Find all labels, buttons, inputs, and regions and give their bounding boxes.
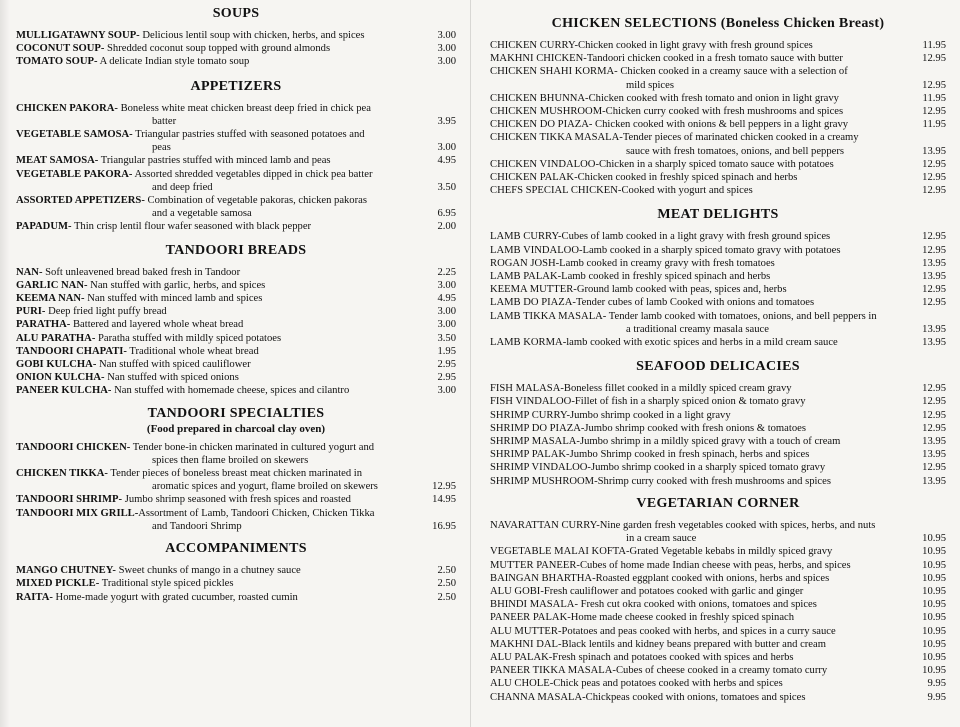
item-price: 10.95 [922,585,946,597]
menu-item-mutter-paneer [490,559,946,572]
menu-item-chicken-bhunna [490,92,946,105]
menu-item-alu-paratha [16,332,456,345]
item-name: CHICKEN TIKKA MASALA- [490,132,623,144]
item-name: MUTTER PANEER- [490,559,580,571]
item-price: 3.00 [437,142,456,154]
item-name: PANEER TIKKA MASALA- [490,665,616,677]
item-name: FISH MALASA- [490,383,564,395]
item-name: MIXED PICKLE- [16,578,100,590]
item-description: Home-made yogurt with grated cucumber, roasted cumin [52,591,298,603]
menu-item-coconut-soup [16,42,456,55]
item-price: 12.95 [922,383,946,395]
item-description: Chicken curry cooked with fresh mushrooms and spices [605,106,844,118]
section-title-chicken: CHICKEN SELECTIONS (Boneless Chicken Breast) [551,16,885,31]
menu-item-tomato-soup [16,55,456,68]
menu-item-rogan-josh [490,257,946,270]
item-price: 2.95 [437,372,456,384]
item-description: Grated Vegetable kebabs in mildly spiced gravy [629,546,833,558]
item-price: 11.95 [922,92,946,104]
item-description: Combination of vegetable pakoras, chicken pakoras [144,195,367,207]
item-price: 2.50 [437,591,456,603]
item-description: Fresh spinach and potatoes cooked with spices and herbs [552,651,794,663]
item-description: Paratha stuffed with mildly spiced potatoes [95,332,282,344]
item-price: 9.95 [927,678,946,690]
item-description: Cubes of lamb cooked in a light gravy with fresh ground spices [561,231,831,243]
item-name: SHRIMP CURRY- [490,409,570,421]
menu-item-papadum [16,220,456,233]
item-name: CHEFS SPECIAL CHICKEN- [490,185,622,197]
menu-item-paneer-kulcha [16,384,456,397]
item-price: 12.95 [922,53,946,65]
menu-item-tandoori-chicken [16,441,456,467]
item-price: 3.00 [437,56,456,68]
item-name: FISH VINDALOO- [490,396,575,408]
menu-item-alu-chole [490,677,946,690]
menu-item-lamb-do-piaza [490,296,946,309]
item-price: 10.95 [922,572,946,584]
item-name: ASSORTED APPETIZERS- [16,195,145,207]
menu-item-lamb-curry [490,230,946,243]
item-description-continued: peas [152,142,171,154]
item-name: CHICKEN SHAHI KORMA- [490,66,618,78]
item-name: CHICKEN CURRY- [490,40,578,51]
item-price: 10.95 [922,612,946,624]
menu-item-onion-kulcha [16,371,456,384]
item-description: Chicken cooked in light gravy with fresh ground spices [578,40,813,51]
item-price: 12.95 [922,284,946,296]
menu-item-chicken-mushroom [490,105,946,118]
item-price: 3.50 [437,181,456,193]
item-description: Delicious lentil soup with chicken, herbs, and spices [139,30,365,41]
item-description: Tender lamb cooked with tomatoes, onions, and bell peppers in [606,310,877,322]
item-price: 1.95 [437,345,456,357]
menu-item-vegetable-samosa [16,128,456,154]
menu-item-nan [16,266,456,279]
menu-item-chicken-shahi-korma [490,65,946,91]
menu-item-alu-mutter [490,625,946,638]
item-name: LAMB CURRY- [490,231,562,243]
item-price: 10.95 [922,559,946,571]
item-price: 4.95 [437,155,456,167]
item-price: 12.95 [922,297,946,309]
item-price: 3.00 [437,43,456,55]
item-description: Nan stuffed with spiced cauliflower [96,359,251,371]
item-name: CHICKEN TIKKA- [16,468,108,480]
menu-item-chicken-tikka-masala [490,131,946,157]
item-description: Boneless white meat chicken breast deep fried in chick pea [117,102,371,114]
item-description: Nan stuffed with spiced onions [104,372,239,384]
item-description: Assorted shredded vegetables dipped in chick pea batter [132,168,373,180]
item-description: Jumbo Shrimp cooked in fresh spinach, herbs and spices [569,449,810,461]
menu-item-channa-masala [490,691,946,704]
item-name: MAKHNI CHICKEN- [490,53,587,65]
item-description: Soft unleavened bread baked fresh in Tandoor [42,266,241,278]
section-title-meat: MEAT DELIGHTS [657,207,779,223]
item-description-continued: and Tandoori Shrimp [152,520,242,532]
menu-item-chicken-curry [490,39,946,52]
section-title-breads: TANDOORI BREADS [165,242,307,258]
item-name: MULLIGATAWNY SOUP- [16,30,140,41]
item-description: Cubes of home made Indian cheese with peas, herbs, and spices [579,559,851,571]
item-price: 13.95 [922,449,946,461]
menu-item-bhindi-masala [490,598,946,611]
item-description: Lamb cooked in creamy gravy with fresh tomatoes [559,257,775,269]
menu-item-vegetable-malai-kofta [490,545,946,558]
item-name: PURI- [16,306,46,318]
item-name: SHRIMP DO PIAZA- [490,422,585,434]
item-name: LAMB KORMA- [490,337,567,349]
item-price: 11.95 [922,40,946,51]
item-price: 13.95 [922,271,946,283]
item-price: 2.95 [437,359,456,371]
item-name: TANDOORI CHICKEN- [16,441,131,453]
item-description-continued: and a vegetable samosa [152,208,252,220]
item-price: 12.95 [922,462,946,474]
item-name: TOMATO SOUP- [16,56,98,68]
item-name: LAMB VINDALOO- [490,244,583,256]
item-description: Jumbo shrimp cooked in a sharply spiced tomato gravy [590,462,826,474]
item-description: Boneless fillet cooked in a mildly spiced cream gravy [563,383,792,395]
item-description: Assortment of Lamb, Tandoori Chicken, Chicken Tikka [138,507,375,519]
item-name: MANGO CHUTNEY- [16,565,116,577]
item-description-continued: spices then flame broiled on skewers [152,454,309,466]
item-name: GARLIC NAN- [16,279,88,291]
item-price: 13.95 [922,145,946,157]
item-description-continued: and deep fried [152,181,213,193]
item-price: 10.95 [922,546,946,558]
item-price: 13.95 [922,436,946,448]
menu-item-puri [16,305,456,318]
section-accompaniments [16,541,456,604]
section-appetizers [16,79,456,234]
item-name: BHINDI MASALA- [490,599,578,611]
item-name: KEEMA NAN- [16,293,85,305]
item-price: 9.95 [927,691,946,703]
menu-item-gobi-kulcha [16,358,456,371]
item-name: SHRIMP VINDALOO- [490,462,591,474]
menu-item-tandoori-mix-grill [16,507,456,533]
item-name: NAVARATTAN CURRY- [490,519,600,531]
item-description: Chicken cooked in a creamy sauce with a selection of [617,66,848,78]
item-description: Traditional style spiced pickles [99,578,234,590]
item-description: Lamb cooked in a sharply spiced tomato gravy with potatoes [582,244,841,256]
item-price: 13.95 [922,475,946,487]
item-price: 3.95 [437,115,456,127]
item-name: ONION KULCHA- [16,372,105,384]
section-title-seafood: SEAFOOD DELICACIES [636,359,800,375]
item-price: 16.95 [432,520,456,532]
section-title-accompaniments: ACCOMPANIMENTS [165,541,307,557]
menu-item-navarattan-curry [490,519,946,545]
item-price: 4.95 [437,293,456,305]
item-description: Lamb cooked in freshly spiced spinach and herbs [561,271,771,283]
item-price: 10.95 [922,599,946,611]
menu-item-mulligatawny-soup [16,29,456,42]
item-description: Chicken cooked in freshly spiced spinach and herbs [577,172,798,184]
menu-item-chicken-palak [490,171,946,184]
item-price: 13.95 [922,257,946,269]
item-price: 12.95 [922,231,946,243]
item-name: CHICKEN MUSHROOM- [490,106,606,118]
item-price: 10.95 [922,651,946,663]
menu-item-assorted-appetizers [16,194,456,220]
item-description: Chicken cooked with onions & bell peppers in a light gravy [592,119,849,131]
item-name: MEAT SAMOSA- [16,155,99,167]
item-description: Sweet chunks of mango in a chutney sauce [115,565,301,577]
section-meat [490,207,946,349]
menu-item-garlic-nan [16,279,456,292]
item-price: 12.95 [922,396,946,408]
menu-item-tandoori-shrimp [16,493,456,506]
item-price: 12.95 [922,244,946,256]
item-name: PANEER KULCHA- [16,385,112,397]
item-name: VEGETABLE SAMOSA- [16,129,133,141]
item-name: LAMB PALAK- [490,271,562,283]
item-price: 11.95 [922,119,946,131]
item-name: TANDOORI SHRIMP- [16,494,123,506]
item-description: Deep fried light puffy bread [45,306,167,318]
item-price: 3.00 [437,30,456,41]
menu-item-chefs-special-chicken [490,184,946,197]
menu-item-baingan-bhartha [490,572,946,585]
item-price: 12.95 [922,79,946,91]
item-description: Tender cubes of lamb Cooked with onions and tomatoes [575,297,815,309]
item-price: 10.95 [922,533,946,545]
item-price: 3.00 [437,319,456,331]
item-description-continued: in a cream sauce [626,533,697,545]
item-description: Jumbo shrimp in a mildly spiced gravy with a touch of cream [579,436,841,448]
menu-item-raita [16,591,456,604]
right-column [470,0,960,727]
item-description: Fresh cauliflower and potatoes cooked with garlic and ginger [543,585,804,597]
item-price: 13.95 [922,337,946,349]
menu-item-chicken-do-piaza [490,118,946,131]
item-name: ALU CHOLE- [490,678,554,690]
item-price: 2.25 [437,266,456,278]
menu-item-paneer-palak [490,611,946,624]
item-description-continued: mild spices [626,79,674,91]
item-price: 2.50 [437,565,456,577]
item-price: 10.95 [922,638,946,650]
item-description: Triangular pastries stuffed with minced lamb and peas [98,155,331,167]
item-name: ALU GOBI- [490,585,544,597]
section-seafood [490,359,946,488]
item-description: Home made cheese cooked in freshly spiced spinach [570,612,795,624]
section-title-vegetarian: VEGETARIAN CORNER [636,495,800,511]
item-price: 2.50 [437,578,456,590]
section-subtitle-specialties: (Food prepared in charcoal clay oven) [146,422,326,435]
item-price: 12.95 [922,185,946,197]
item-description: Potatoes and peas cooked with herbs, and spices in a curry sauce [561,625,836,637]
item-description: Nan stuffed with minced lamb and spices [84,293,263,305]
item-description-continued: aromatic spices and yogurt, flame broiled on skewers [152,481,378,493]
menu-item-paratha [16,318,456,331]
item-description: Nan stuffed with garlic, herbs, and spices [87,279,266,291]
item-name: GOBI KULCHA- [16,359,97,371]
item-description: Triangular pastries stuffed with seasoned potatoes and [132,129,365,141]
item-price: 12.95 [922,172,946,184]
item-price: 14.95 [432,494,456,506]
item-description: Nine garden fresh vegetables cooked with spices, herbs, and nuts [599,519,876,531]
menu-item-shrimp-curry [490,409,946,422]
item-name: CHANNA MASALA- [490,691,586,703]
section-specialties [16,406,456,533]
item-name: TANDOORI MIX GRILL- [16,507,139,519]
item-name: LAMB DO PIAZA- [490,297,576,309]
menu-item-shrimp-masala [490,435,946,448]
item-price: 13.95 [922,323,946,335]
item-name: CHICKEN PALAK- [490,172,578,184]
menu-item-chicken-tikka [16,467,456,493]
item-description: Chick peas and potatoes cooked with herbs and spices [553,678,783,690]
item-name: VEGETABLE MALAI KOFTA- [490,546,630,558]
section-title-soups: SOUPS [212,6,260,21]
item-price: 10.95 [922,665,946,677]
item-description: Cubes of cheese cooked in a creamy tomato curry [615,665,828,677]
menu-item-vegetable-pakora [16,168,456,194]
item-description: Fresh cut okra cooked with onions, tomatoes and spices [577,599,817,611]
menu-item-alu-gobi [490,585,946,598]
item-name: CHICKEN PAKORA- [16,102,118,114]
item-name: MAKHNI DAL- [490,638,562,650]
item-description: Tandoori chicken cooked in a fresh tomato sauce with butter [586,53,843,65]
menu-item-makhni-dal [490,638,946,651]
item-description: Ground lamb cooked with peas, spices and, herbs [576,284,787,296]
item-name: SHRIMP PALAK- [490,449,570,461]
item-name: CHICKEN DO PIAZA- [490,119,593,131]
item-description: Roasted eggplant cooked with onions, herbs and spices [595,572,830,584]
item-description: Thin crisp lentil flour wafer seasoned with black pepper [71,221,312,233]
menu-item-chicken-pakora [16,102,456,128]
item-description: Cooked with yogurt and spices [621,185,753,197]
section-soups [16,6,456,69]
menu-item-makhni-chicken [490,52,946,65]
menu-item-shrimp-palak [490,448,946,461]
item-description: Shrimp curry cooked with fresh mushrooms and spices [597,475,831,487]
item-description: Battered and layered whole wheat bread [70,319,244,331]
menu-item-keema-mutter [490,283,946,296]
item-name: CHICKEN VINDALOO- [490,158,599,170]
menu-item-shrimp-mushroom [490,475,946,488]
item-description: Shredded coconut soup topped with ground almonds [104,43,331,55]
menu-item-lamb-vindaloo [490,244,946,257]
item-name: ROGAN JOSH- [490,257,560,269]
menu-item-fish-vindaloo [490,395,946,408]
item-description: Tender pieces of boneless breast meat chicken marinated in [107,468,363,480]
menu-item-meat-samosa [16,154,456,167]
item-description: Jumbo shrimp cooked in a light gravy [569,409,731,421]
item-name: SHRIMP MASALA- [490,436,580,448]
menu-item-alu-palak [490,651,946,664]
item-price: 3.00 [437,306,456,318]
item-name: ALU MUTTER- [490,625,562,637]
item-price: 12.95 [432,481,456,493]
item-name: PAPADUM- [16,221,72,233]
item-price: 10.95 [922,625,946,637]
item-description: Black lentils and kidney beans prepared with butter and cream [561,638,826,650]
item-description: Chicken cooked with fresh tomato and onion in light gravy [588,92,839,104]
item-name: ALU PARATHA- [16,332,96,344]
menu-item-fish-malasa [490,382,946,395]
item-description: Tender pieces of marinated chicken cooked in a creamy [622,132,859,144]
menu-item-keema-nan [16,292,456,305]
item-description: A delicate Indian style tomato soup [97,56,250,68]
item-name: CHICKEN BHUNNA- [490,92,589,104]
section-title-appetizers: APPETIZERS [190,78,282,94]
item-name: SHRIMP MUSHROOM- [490,475,598,487]
item-price: 12.95 [922,158,946,170]
item-name: NAN- [16,266,43,278]
item-name: ALU PALAK- [490,651,553,663]
item-name: PARATHA- [16,319,71,331]
item-price: 6.95 [437,208,456,220]
item-description: lamb cooked with exotic spices and herbs in a mild cream sauce [566,337,838,349]
left-column [0,0,470,727]
menu-item-mango-chutney [16,564,456,577]
item-name: TANDOORI CHAPATI- [16,345,127,357]
section-breads [16,243,456,398]
item-description: Chickpeas cooked with onions, tomatoes and spices [585,691,806,703]
item-price: 12.95 [922,409,946,421]
menu-item-lamb-tikka-masala [490,310,946,336]
menu-item-chicken-vindaloo [490,158,946,171]
item-name: VEGETABLE PAKORA- [16,168,133,180]
item-name: RAITA- [16,591,53,603]
item-price: 3.00 [437,385,456,397]
menu-item-lamb-palak [490,270,946,283]
item-description: Nan stuffed with homemade cheese, spices and cilantro [111,385,350,397]
menu-item-shrimp-vindaloo [490,461,946,474]
menu-item-tandoori-chapati [16,345,456,358]
item-description-continued: a traditional creamy masala sauce [626,323,769,335]
item-name: LAMB TIKKA MASALA- [490,310,607,322]
menu-item-paneer-tikka-masala [490,664,946,677]
item-description-continued: batter [152,115,177,127]
item-description: Fillet of fish in a sharply spiced onion & tomato gravy [574,396,806,408]
section-chicken [490,16,946,197]
menu-item-lamb-korma [490,336,946,349]
item-name: BAINGAN BHARTHA- [490,572,596,584]
item-description: Traditional whole wheat bread [126,345,259,357]
section-vegetarian [490,496,946,704]
item-name: KEEMA MUTTER- [490,284,577,296]
item-price: 3.00 [437,279,456,291]
item-description: Chicken in a sharply spiced tomato sauce with potatoes [598,158,834,170]
menu-item-mixed-pickle [16,577,456,590]
item-price: 3.50 [437,332,456,344]
item-description: Tender bone-in chicken marinated in cultured yogurt and [130,441,375,453]
item-description: Jumbo shrimp cooked with fresh onions & tomatoes [584,422,806,434]
item-price: 12.95 [922,106,946,118]
item-description: Jumbo shrimp seasoned with fresh spices and roasted [122,494,351,506]
menu-item-shrimp-do-piaza [490,422,946,435]
item-description-continued: sauce with fresh tomatoes, onions, and bell peppers [626,145,844,157]
section-title-specialties: TANDOORI SPECIALTIES [147,405,325,421]
item-price: 12.95 [922,422,946,434]
item-name: PANEER PALAK- [490,612,571,624]
item-name: COCONUT SOUP- [16,43,105,55]
item-price: 2.00 [437,221,456,233]
